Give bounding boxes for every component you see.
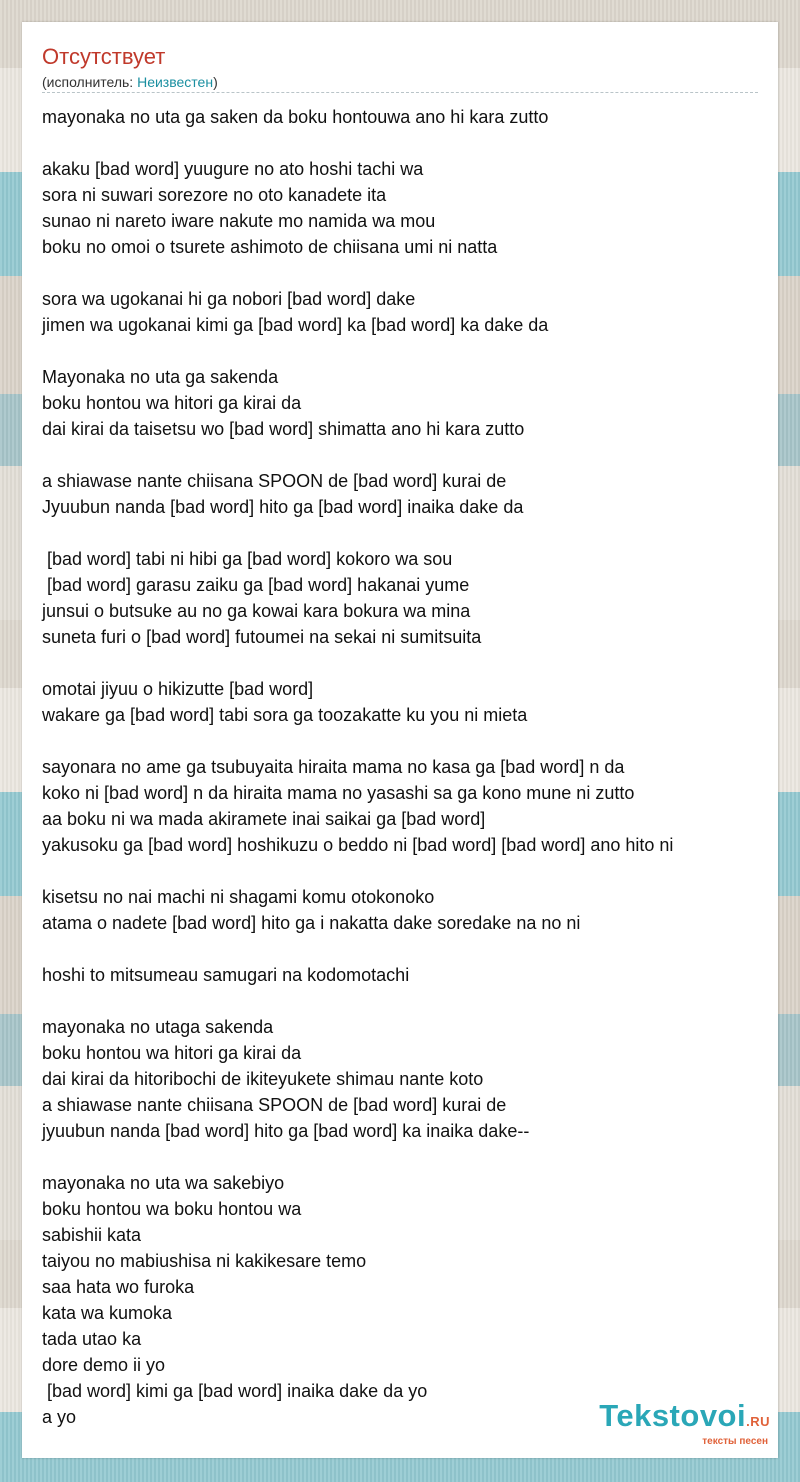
logo-tld: .RU [746, 1414, 770, 1429]
song-title: Отсутствует [42, 44, 166, 69]
lyrics-line: sora wa ugokanai hi ga nobori [bad word] dake [42, 289, 416, 309]
artist-prefix: (исполнитель: [42, 74, 138, 90]
lyrics-line: jimen wa ugokanai kimi ga [bad word] ka [bad word] ka dake da [42, 315, 549, 335]
lyrics-line: saa hata wo furoka [42, 1277, 195, 1297]
lyrics-line: mayonaka no utaga sakenda [42, 1017, 274, 1037]
lyrics-line: [bad word] garasu zaiku ga [bad word] hakanai yume [42, 575, 470, 595]
artist-suffix: ) [213, 74, 218, 90]
lyrics-line: a yo [42, 1407, 77, 1427]
lyrics-blank-line [42, 442, 772, 468]
lyrics-line: a shiawase nante chiisana SPOON de [bad word] kurai de [42, 471, 507, 491]
lyrics-line: boku no omoi o tsurete ashimoto de chiisana umi ni natta [42, 237, 498, 257]
lyrics-blank-line [42, 130, 772, 156]
lyrics-line: mayonaka no uta ga saken da boku hontouwa ano hi kara zutto [42, 107, 549, 127]
artist-line [42, 73, 218, 91]
lyrics-line: mayonaka no uta wa sakebiyo [42, 1173, 285, 1193]
lyrics-blank-line [42, 260, 772, 286]
title-divider [42, 92, 758, 93]
logo-wordmark [599, 1400, 770, 1438]
lyrics-line: sabishii kata [42, 1225, 142, 1245]
lyrics-blank-line [42, 988, 772, 1014]
lyrics-line: Mayonaka no uta ga sakenda [42, 367, 279, 387]
lyrics-blank-line [42, 338, 772, 364]
lyrics-line: atama o nadete [bad word] hito ga i nakatta dake soredake na no ni [42, 913, 581, 933]
lyrics-line: jyuubun nanda [bad word] hito ga [bad word] ka inaika dake-- [42, 1121, 530, 1141]
logo-name: Tekstovoi [599, 1398, 747, 1433]
lyrics-line: boku hontou wa hitori ga kirai da [42, 393, 302, 413]
lyrics-line: koko ni [bad word] n da hiraita mama no yasashi sa ga kono mune ni zutto [42, 783, 635, 803]
lyrics-line: taiyou no mabiushisa ni kakikesare temo [42, 1251, 367, 1271]
lyrics-line: boku hontou wa hitori ga kirai da [42, 1043, 302, 1063]
lyrics-line: boku hontou wa boku hontou wa [42, 1199, 302, 1219]
lyrics-line: a shiawase nante chiisana SPOON de [bad word] kurai de [42, 1095, 507, 1115]
lyrics-line: tada utao ka [42, 1329, 142, 1349]
lyrics-line: [bad word] kimi ga [bad word] inaika dake da yo [42, 1381, 428, 1401]
lyrics-line: aa boku ni wa mada akiramete inai saikai ga [bad word] [42, 809, 486, 829]
lyrics-line: hoshi to mitsumeau samugari na kodomotachi [42, 965, 410, 985]
lyrics-blank-line [42, 858, 772, 884]
lyrics-blank-line [42, 936, 772, 962]
lyrics-line: dai kirai da hitoribochi de ikiteyukete shimau nante koto [42, 1069, 484, 1089]
lyrics-line: Jyuubun nanda [bad word] hito ga [bad word] inaika dake da [42, 497, 524, 517]
lyrics-text [42, 104, 772, 1430]
lyrics-line: [bad word] tabi ni hibi ga [bad word] kokoro wa sou [42, 549, 453, 569]
lyrics-blank-line [42, 728, 772, 754]
lyrics-line: wakare ga [bad word] tabi sora ga toozakatte ku you ni mieta [42, 705, 528, 725]
lyrics-line: kisetsu no nai machi ni shagami komu otokonoko [42, 887, 435, 907]
lyrics-line: akaku [bad word] yuugure no ato hoshi tachi wa [42, 159, 424, 179]
lyrics-blank-line [42, 650, 772, 676]
site-logo[interactable] [599, 1400, 770, 1447]
lyrics-line: sayonara no ame ga tsubuyaita hiraita mama no kasa ga [bad word] n da [42, 757, 625, 777]
artist-link[interactable]: Неизвестен [137, 74, 214, 90]
lyrics-line: kata wa kumoka [42, 1303, 173, 1323]
lyrics-line: sora ni suwari sorezore no oto kanadete ita [42, 185, 387, 205]
lyrics-card [22, 22, 778, 1458]
lyrics-line: sunao ni nareto iware nakute mo namida wa mou [42, 211, 436, 231]
lyrics-blank-line [42, 1144, 772, 1170]
lyrics-line: omotai jiyuu o hikizutte [bad word] [42, 679, 314, 699]
logo-tagline: тексты песен [702, 1436, 768, 1447]
lyrics-line: junsui o butsuke au no ga kowai kara bokura wa mina [42, 601, 471, 621]
lyrics-blank-line [42, 520, 772, 546]
lyrics-line: dore demo ii yo [42, 1355, 166, 1375]
lyrics-line: yakusoku ga [bad word] hoshikuzu o beddo ni [bad word] [bad word] ano hito ni [42, 835, 674, 855]
lyrics-line: dai kirai da taisetsu wo [bad word] shimatta ano hi kara zutto [42, 419, 525, 439]
lyrics-line: suneta furi o [bad word] futoumei na sekai ni sumitsuita [42, 627, 482, 647]
